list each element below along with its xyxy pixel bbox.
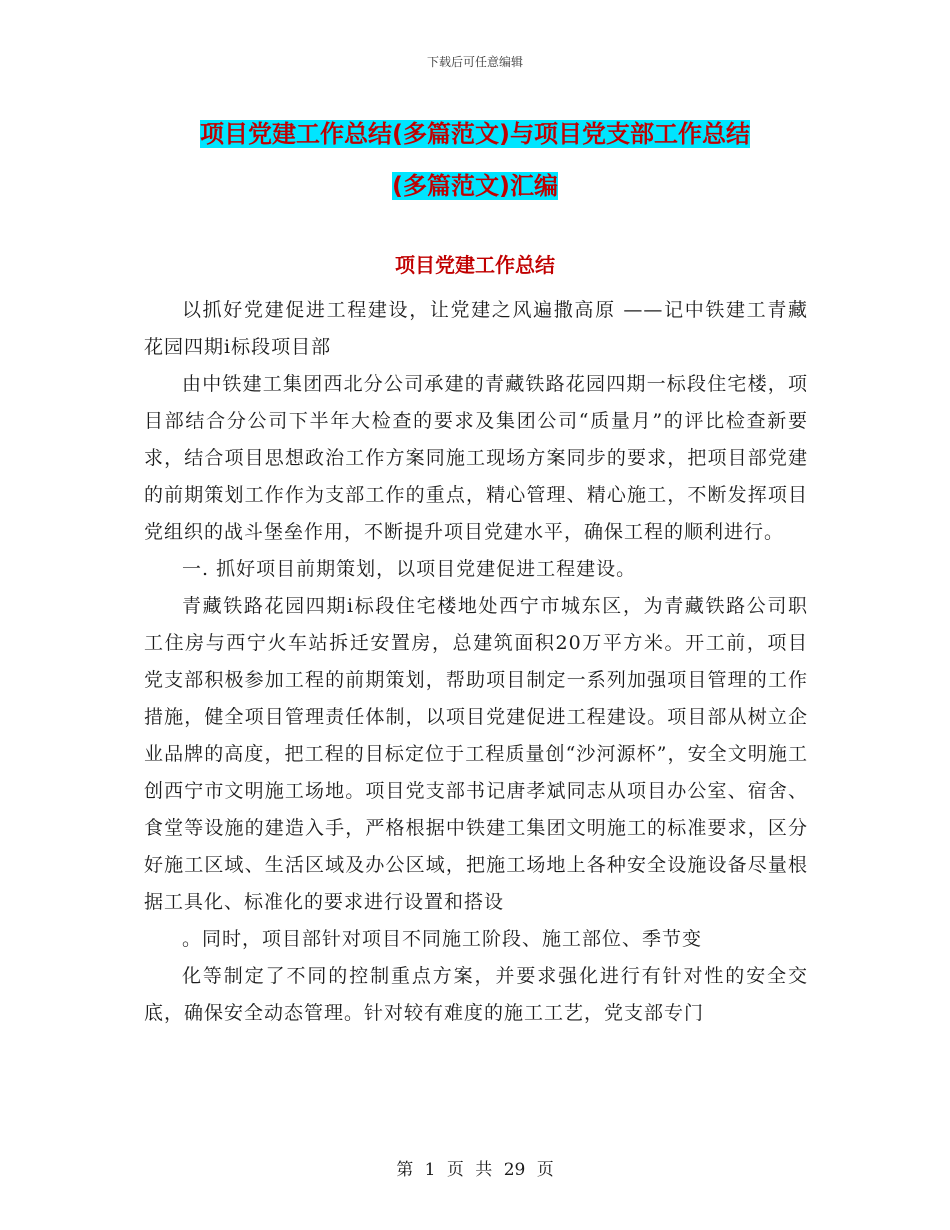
body-text — [144, 292, 808, 1032]
header-note: 下载后可任意编辑 — [426, 55, 523, 69]
page-footer: 第 1 页 共 29 页 — [396, 1160, 554, 1180]
section-title: 项目党建工作总结 — [395, 253, 555, 277]
document-title-line-1: 项目党建工作总结(多篇范文)与项目党支部工作总结 — [200, 120, 750, 148]
paragraph: 化等制定了不同的控制重点方案，并要求强化进行有针对性的安全交底，确保安全动态管理。针对较有难度的施工工艺，党支部专门 — [144, 965, 808, 1024]
document-title — [140, 108, 810, 212]
paragraph: 青藏铁路花园四期ⅰ标段住宅楼地处西宁市城东区，为青藏铁路公司职工住房与西宁火车站拆迁安置房，总建筑面积20万平方米。开工前，项目党支部积极参加工程的前期策划，帮助项目制定一系列加强项目管理的工作措施，健全项目管理责任体制，以项目党建促进工程建设。项目部从树立企业品牌的高度，把工程的目标定位于工程质量创“沙河源杯”，安全文明施工创西宁市文明施工场地。项目党支部书记唐孝斌同志从项目办公室、宿舍、食堂等设施的建造入手，严格根据中铁建工集团文明施工的标准要求，区分好施工区域、生活区域及办公区域，把施工场地上各种安全设施设备尽量根据工具化、标准化的要求进行设置和搭设 — [144, 595, 808, 913]
paragraph: 。同时，项目部针对项目不同施工阶段、施工部位、季节变 — [182, 928, 703, 950]
paragraph: 由中铁建工集团西北分公司承建的青藏铁路花园四期一标段住宅楼，项目部结合分公司下半年大检查的要求及集团公司“质量月”的评比检查新要求，结合项目思想政治工作方案同施工现场方案同步的要求，把项目部党建的前期策划工作作为支部工作的重点，精心管理、精心施工，不断发挥项目党组织的战斗堡垒作用，不断提升项目党建水平，确保工程的顺利进行。 — [144, 373, 808, 543]
paragraph: 以抓好党建促进工程建设，让党建之风遍撒高原 ——记中铁建工青藏花园四期ⅰ标段项目部 — [144, 299, 808, 358]
paragraph: 一. 抓好项目前期策划，以项目党建促进工程建设。 — [182, 558, 637, 580]
document-title-line-2: (多篇范文)汇编 — [392, 172, 558, 200]
